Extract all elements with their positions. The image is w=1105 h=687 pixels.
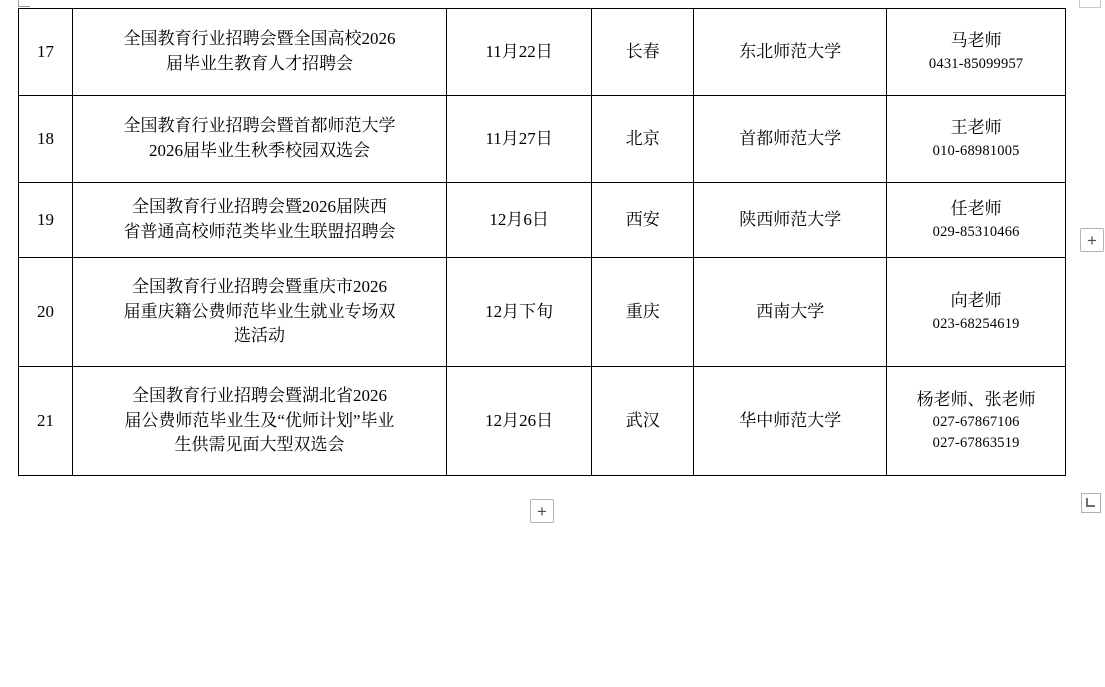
event-city: 武汉 [592,367,694,476]
event-name-line: 届重庆籍公费师范毕业生就业专场双 [123,301,396,321]
table-row [19,96,1066,183]
event-name-line: 届毕业生教育人才招聘会 [165,54,353,73]
contact-info [887,367,1066,476]
host-university: 东北师范大学 [694,9,887,96]
row-number: 21 [19,367,73,476]
host-university: 西南大学 [694,258,887,367]
contact-person: 任老师 [950,199,1002,219]
table-row [19,9,1066,96]
event-name-line: 届公费师范毕业生及“优师计划”毕业 [124,410,395,430]
contact-person: 向老师 [950,291,1002,311]
contact-person: 杨老师、张老师 [916,389,1036,409]
event-name [73,367,447,476]
row-number: 19 [19,183,73,258]
host-university: 陕西师范大学 [694,183,887,258]
event-city: 长春 [592,9,694,96]
contact-info [887,258,1066,367]
contact-phone: 027-67863519 [932,435,1020,452]
event-date: 12月26日 [446,367,591,476]
add-column-button[interactable]: + [1080,228,1104,252]
host-university: 华中师范大学 [694,367,887,476]
event-name [73,96,447,183]
event-date: 12月下旬 [446,258,591,367]
contact-phone: 029-85310466 [932,223,1020,240]
event-city: 西安 [592,183,694,258]
table-row [19,258,1066,367]
event-date: 11月22日 [446,9,591,96]
contact-info [887,9,1066,96]
contact-person: 王老师 [950,118,1002,138]
event-city: 重庆 [592,258,694,367]
event-name-line: 选活动 [233,326,285,346]
event-date: 12月6日 [446,183,591,258]
contact-info [887,183,1066,258]
event-name-line: 省普通高校师范类毕业生联盟招聘会 [123,222,396,241]
add-row-button[interactable]: + [530,499,554,523]
row-number: 20 [19,258,73,367]
contact-phone: 010-68981005 [932,142,1020,159]
event-name-line: 生供需见面大型双选会 [174,435,345,455]
contact-person: 马老师 [950,31,1002,51]
row-number: 18 [19,96,73,183]
event-city: 北京 [592,96,694,183]
contact-info [887,96,1066,183]
recruitment-schedule-table [18,8,1066,476]
event-name [73,9,447,96]
event-name-line: 全国教育行业招聘会暨首都师范大学 [123,116,396,136]
event-name-line: 全国教育行业招聘会暨全国高校2026 [123,29,396,49]
event-name [73,258,447,367]
row-number: 17 [19,9,73,96]
table-row [19,367,1066,476]
event-name-line: 全国教育行业招聘会暨湖北省2026 [131,386,387,406]
table-resize-handle[interactable] [1081,493,1101,513]
event-name-line: 2026届毕业生秋季校园双选会 [148,141,370,160]
table-row [19,183,1066,258]
contact-phone: 0431-85099957 [928,55,1024,72]
event-name-line: 全国教育行业招聘会暨重庆市2026 [131,277,387,297]
event-name [73,183,447,258]
contact-phone: 027-67867106 [932,414,1020,431]
event-date: 11月27日 [446,96,591,183]
host-university: 首都师范大学 [694,96,887,183]
page-edge-marker [18,0,30,7]
contact-phone: 023-68254619 [932,315,1020,332]
scroll-remnant [1079,0,1101,8]
event-name-line: 全国教育行业招聘会暨2026届陕西 [131,197,387,217]
